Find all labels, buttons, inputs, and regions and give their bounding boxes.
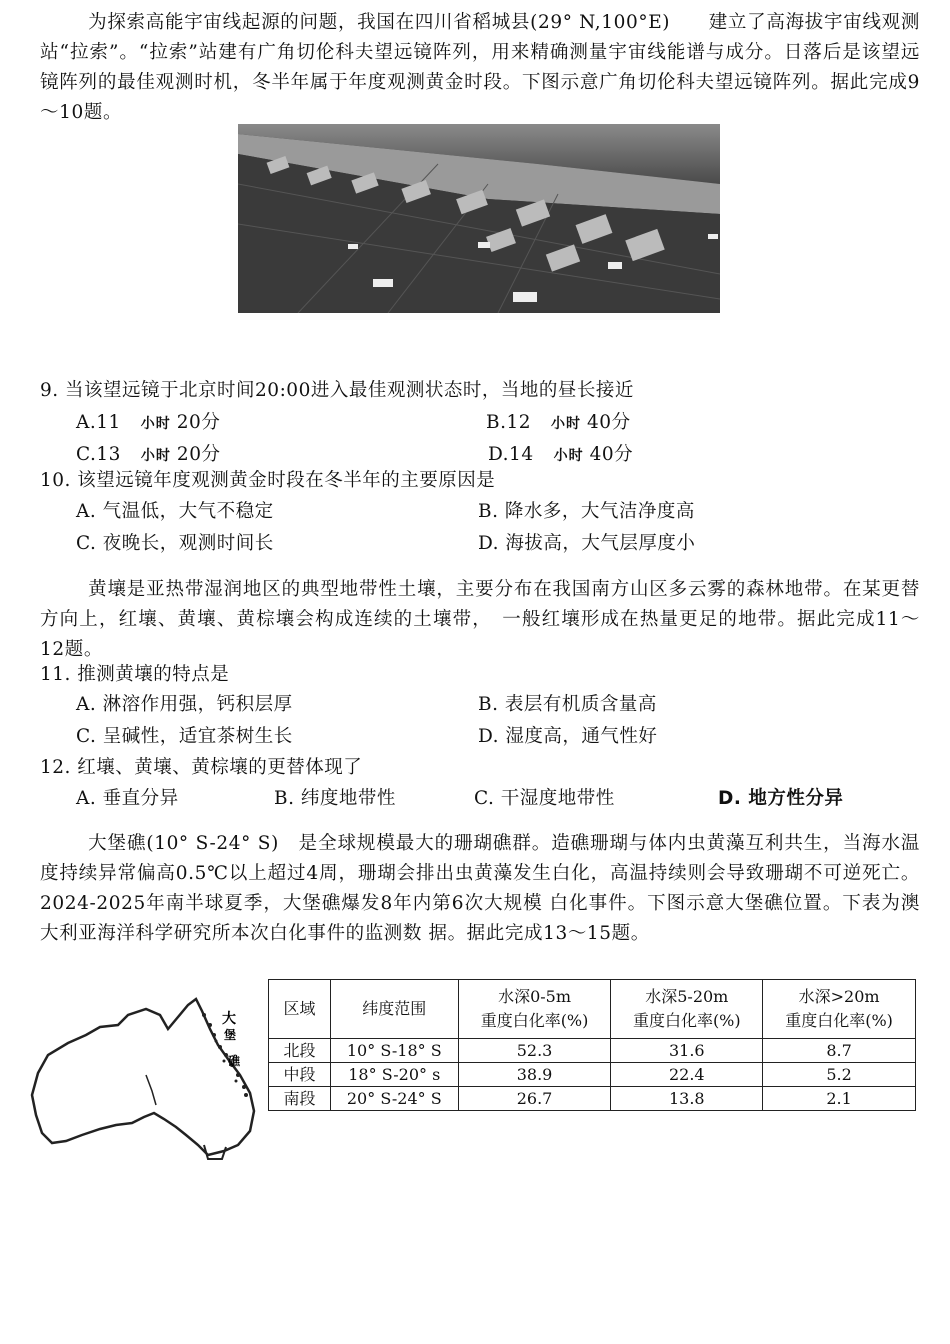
table-header-latitude: 纬度范围: [330, 980, 458, 1039]
intro-paragraph-great-barrier-reef: 大堡礁(10° S-24° S) 是全球规模最大的珊瑚礁群。造礁珊瑚与体内虫黄藻互利共生，当海水温度持续异常偏高0.5℃以上超过4周，珊瑚会排出虫黄藻发生白化，高温持续则会导致珊瑚不可逆死亡。2024-2025年南半球夏季，大堡礁爆发8年内第6次大规模 白化事件。下图示意大堡礁位置。下表为澳大利亚海洋科学研究所本次白化事件的监测数 据。据此完成13～15题。: [40, 833, 920, 944]
table-header-depth-0-5: [458, 980, 611, 1039]
bleaching-data-table: [268, 979, 916, 1111]
q9-option-b[interactable]: [486, 408, 631, 439]
q9-option-a-rest: 20分: [176, 412, 221, 433]
table-row: [269, 1063, 916, 1087]
table-row: [269, 1039, 916, 1063]
q12-option-b[interactable]: B. 纬度地带性: [274, 788, 396, 809]
table-header-depth-20-plus-line2: 重度白化率(%): [785, 1011, 893, 1030]
table-header-depth-20-plus: [763, 980, 916, 1039]
table-cell: 2.1: [763, 1087, 916, 1111]
question-11-stem: 11. 推测黄壤的特点是: [40, 664, 230, 685]
table-cell: 8.7: [763, 1039, 916, 1063]
q9-option-b-rest: 40分: [587, 412, 631, 433]
table-header-depth-5-20-line2: 重度白化率(%): [632, 1011, 741, 1030]
map-label-char-3: 礁: [228, 1054, 241, 1068]
table-cell: 10° S-18° S: [330, 1039, 458, 1063]
table-header-depth-0-5-line1: 水深0-5m: [498, 987, 572, 1006]
question-10-stem: 10. 该望远镜年度观测黄金时段在冬半年的主要原因是: [40, 470, 496, 491]
table-cell: 13.8: [611, 1087, 763, 1111]
q9-option-a[interactable]: [76, 408, 220, 439]
table-cell: 31.6: [611, 1039, 763, 1063]
table-cell: 5.2: [763, 1063, 916, 1087]
q11-option-d[interactable]: D. 湿度高，通气性好: [478, 726, 658, 747]
intro-paragraph-yellow-soil: 黄壤是亚热带湿润地区的典型地带性土壤，主要分布在我国南方山区多云雾的森林地带。在某更替方向上，红壤、黄壤、黄棕壤会构成连续的土壤带， 一般红壤形成在热量更足的地带。据此完成11～12题。: [40, 579, 920, 660]
telescope-array-illustration: [238, 124, 720, 313]
table-header-region: 区域: [269, 980, 331, 1039]
q9-option-a-unit: 小时: [140, 416, 171, 432]
q11-option-a[interactable]: A. 淋溶作用强，钙积层厚: [76, 694, 293, 715]
table-header-depth-5-20-line1: 水深5-20m: [645, 987, 729, 1006]
table-cell: 中段: [269, 1063, 331, 1087]
q9-option-b-unit: 小时: [551, 416, 582, 432]
map-label-char-2: 堡: [224, 1028, 237, 1042]
q10-option-b[interactable]: B. 降水多，大气洁净度高: [478, 501, 695, 522]
intro-paragraph-telescope: 为探索高能宇宙线起源的问题，我国在四川省稻城县(29° N,100°E) 建立了高海拔宇宙线观测站“拉索”。“拉索”站建有广角切伦科夫望远镜阵列，用来精确测量宇宙线能谱与成分。日落后是该望远镜阵列的最佳观测时机，冬半年属于年度观测黄金时段。下图示意广角切伦科夫望远镜阵列。据此完成9～10题。: [40, 12, 920, 123]
q10-option-c[interactable]: C. 夜晚长，观测时间长: [76, 533, 274, 554]
table-header-depth-0-5-line2: 重度白化率(%): [480, 1011, 589, 1030]
q12-option-d[interactable]: D. 地方性分异: [718, 788, 844, 809]
table-cell: 南段: [269, 1087, 331, 1111]
q9-option-c-unit: 小时: [140, 448, 171, 464]
telescope-array-photo: [238, 124, 720, 313]
australia-outline-illustration: [28, 995, 268, 1163]
table-cell: 26.7: [458, 1087, 611, 1111]
question-9-stem: 9. 当该望远镜于北京时间20:00进入最佳观测状态时，当地的昼长接近: [40, 380, 634, 401]
q10-option-d[interactable]: D. 海拔高，大气层厚度小: [478, 533, 696, 554]
question-12-stem: 12. 红壤、黄壤、黄棕壤的更替体现了: [40, 757, 363, 778]
table-row: [269, 1087, 916, 1111]
australia-map: [28, 995, 268, 1163]
q9-option-d-unit: 小时: [553, 448, 584, 464]
q11-option-c[interactable]: C. 呈碱性，适宜茶树生长: [76, 726, 293, 747]
table-cell: 52.3: [458, 1039, 611, 1063]
q9-option-d-label: D.14: [488, 444, 534, 465]
q9-option-b-label: B.12: [486, 412, 532, 433]
table-cell: 20° S-24° S: [330, 1087, 458, 1111]
table-cell: 北段: [269, 1039, 331, 1063]
table-cell: 22.4: [611, 1063, 763, 1087]
q9-option-d[interactable]: [488, 440, 633, 471]
table-header-row: [269, 980, 916, 1039]
table-header-depth-20-plus-line1: 水深>20m: [798, 987, 880, 1006]
table-cell: 38.9: [458, 1063, 611, 1087]
q9-option-d-rest: 40分: [589, 444, 634, 465]
map-label-char-1: 大: [222, 1011, 236, 1027]
table-cell: 18° S-20° s: [330, 1063, 458, 1087]
q12-option-a[interactable]: A. 垂直分异: [76, 788, 179, 809]
q10-option-a[interactable]: A. 气温低，大气不稳定: [76, 501, 274, 522]
q12-option-c[interactable]: C. 干湿度地带性: [474, 788, 615, 809]
q9-option-a-label: A.11: [76, 412, 121, 433]
q9-option-c-label: C.13: [76, 444, 121, 465]
q9-option-c-rest: 20分: [176, 444, 221, 465]
table-header-depth-5-20: [611, 980, 763, 1039]
q11-option-b[interactable]: B. 表层有机质含量高: [478, 694, 657, 715]
